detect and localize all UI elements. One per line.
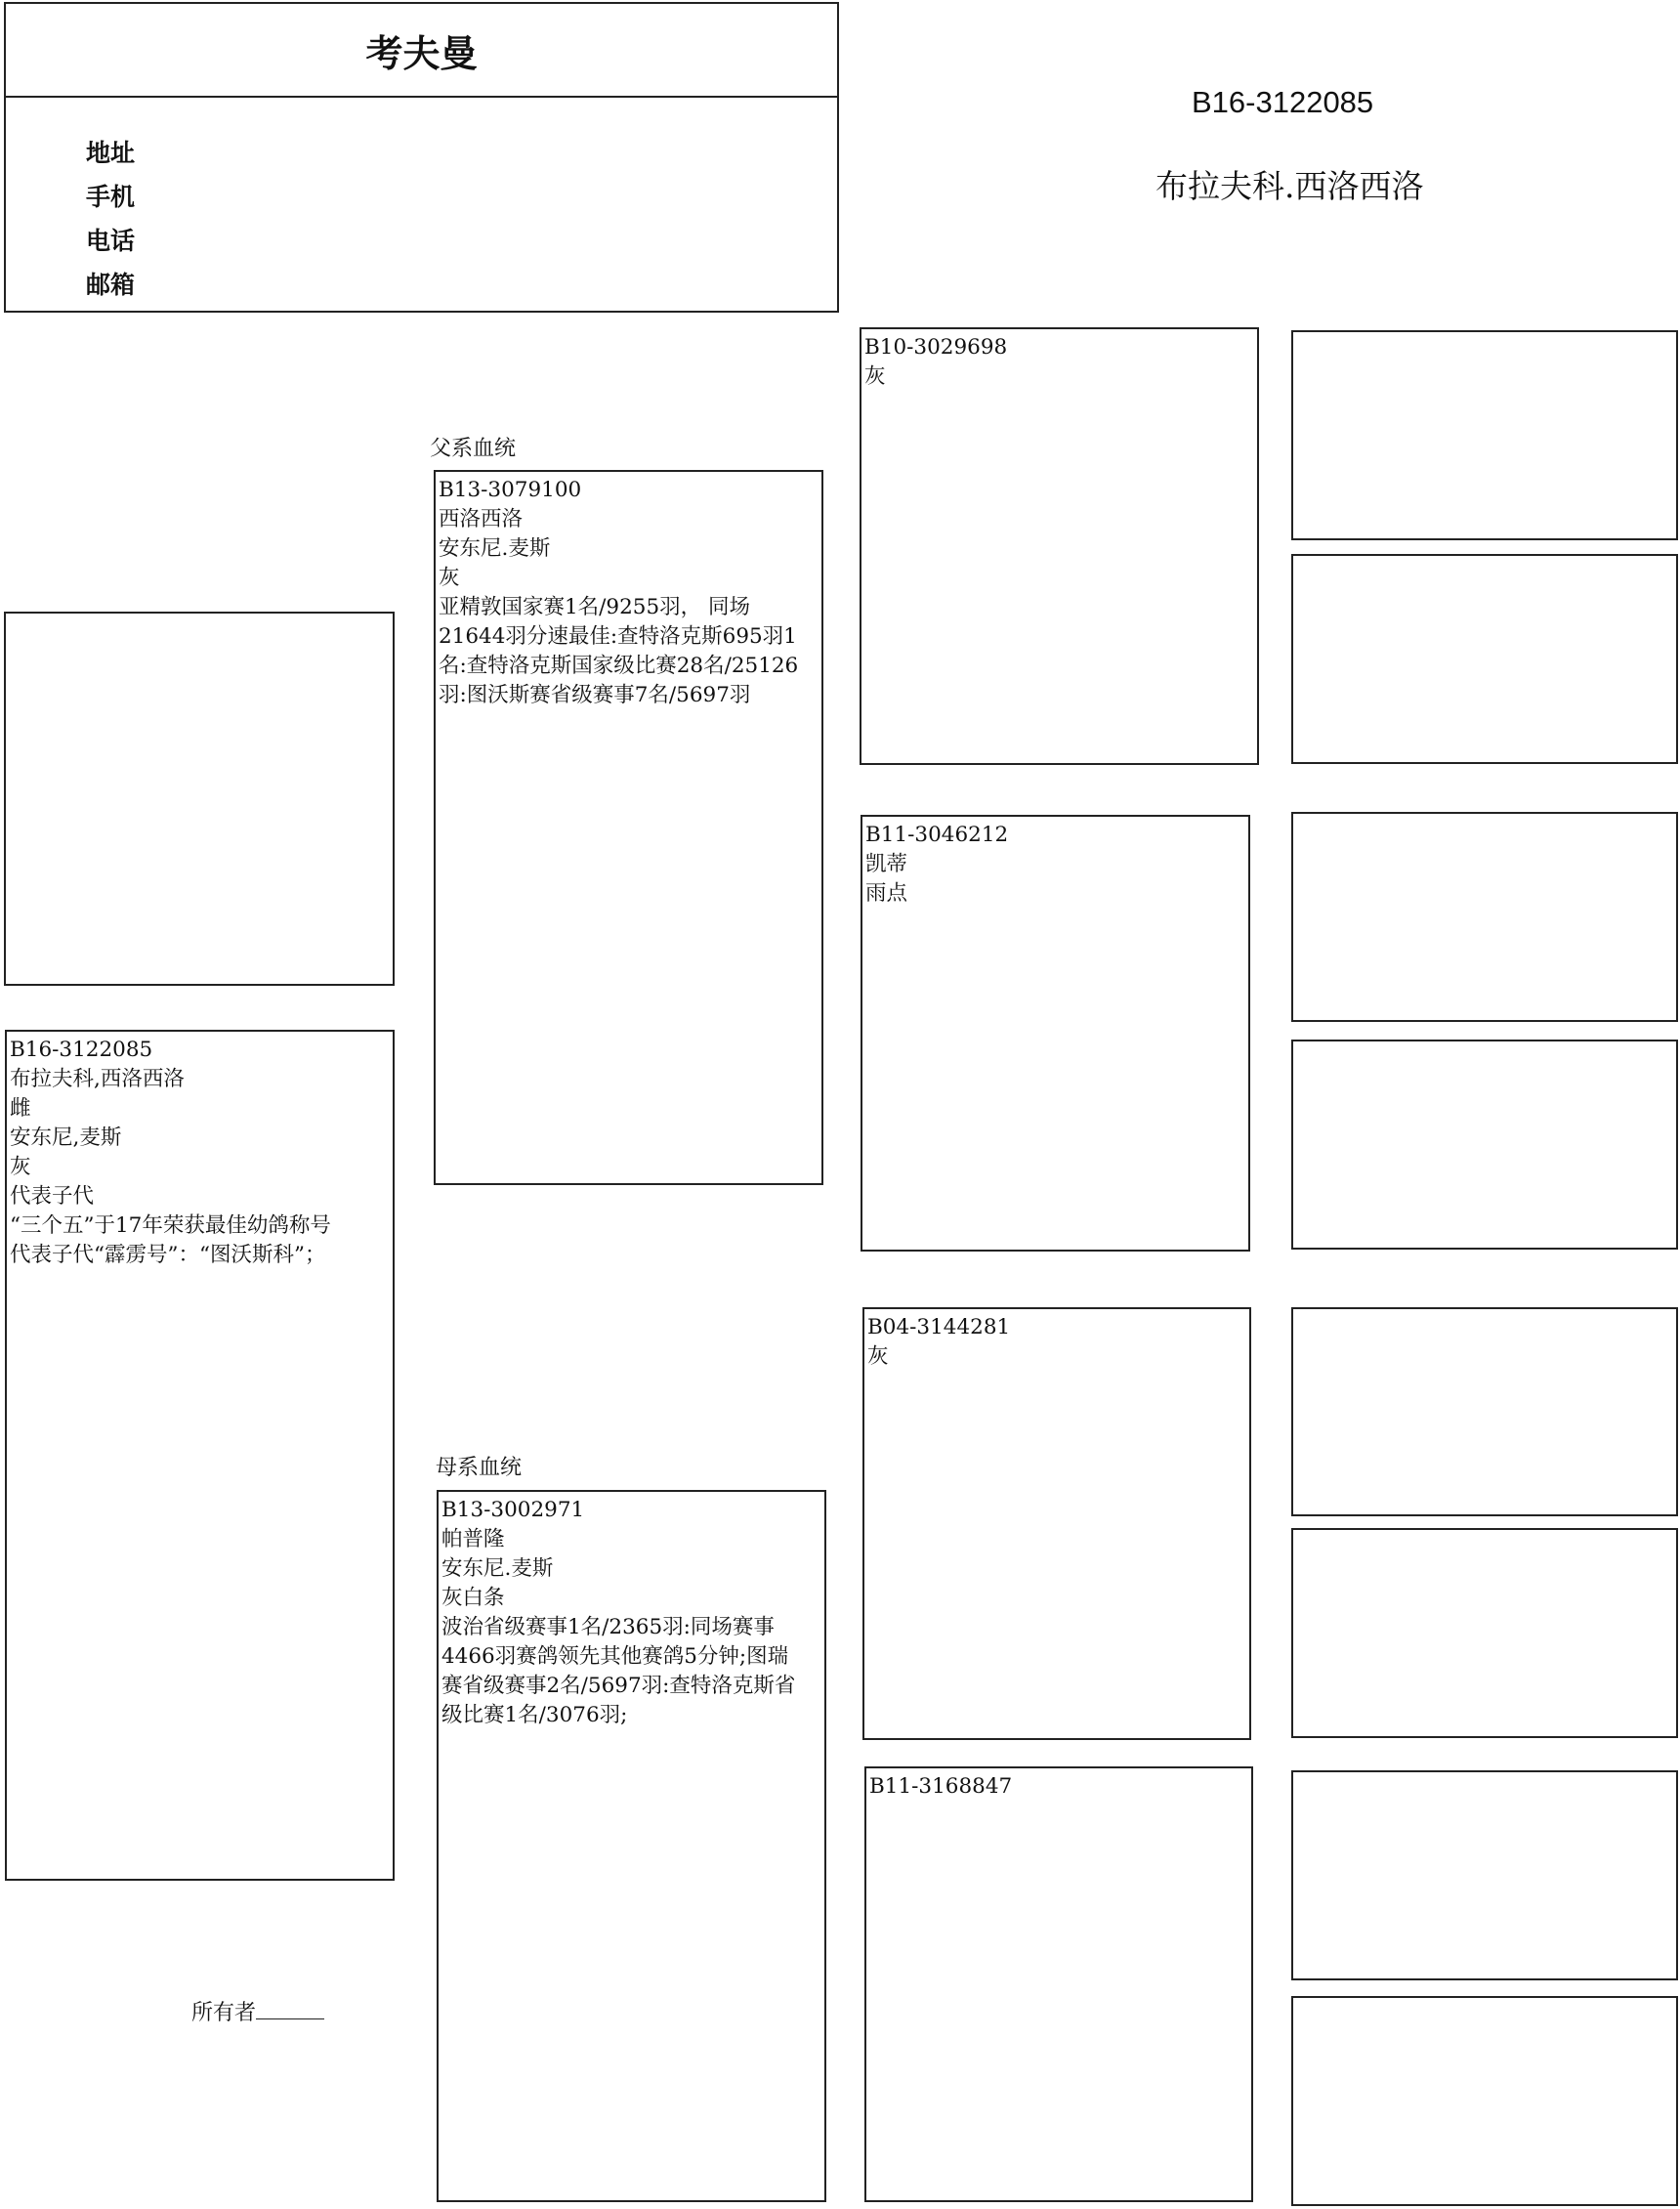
dam-label: 母系血统 — [436, 1456, 523, 1480]
sire-card-line: 西洛西洛 — [439, 507, 524, 531]
owner-signature-line — [256, 2001, 324, 2019]
dam-card-line: 波治省级赛事1名/2365羽:同场赛事4466羽赛鸽领先其他赛鸽5分钟;图瑞赛省级赛事2名/5697羽:查特洛克斯省级比赛1名/3076羽; — [441, 1615, 796, 1727]
sire-card-line: 灰 — [439, 566, 460, 590]
grandparent-line: B04-3144281 — [867, 1315, 1011, 1339]
subject-card-line: B16-3122085 — [10, 1038, 153, 1062]
grandsire-paternal-card — [860, 327, 1259, 765]
grandparent-line: B10-3029698 — [864, 335, 1008, 360]
sire-card-line: B13-3079100 — [439, 478, 582, 502]
grandparent-line: B11-3046212 — [865, 823, 1009, 847]
great-grandparent-box — [1291, 812, 1678, 1022]
breeder-name: 考夫曼 — [365, 31, 478, 75]
sire-label: 父系血统 — [430, 437, 517, 461]
subject-card-line: 雌 — [10, 1096, 31, 1121]
contact-list — [86, 131, 135, 307]
breeder-title-row — [6, 4, 837, 98]
great-grandparent-box — [1291, 1040, 1678, 1250]
great-grandparent-box — [1291, 330, 1678, 540]
grandsire-maternal-card — [862, 1307, 1251, 1740]
subject-card-text — [7, 1032, 393, 1274]
subject-band-number: B16-3122085 — [1192, 85, 1374, 119]
email-label: 邮箱 — [86, 271, 136, 299]
grandparent-card-text — [862, 817, 1248, 913]
photo-placeholder — [4, 612, 395, 986]
great-grandparent-box — [1291, 554, 1678, 764]
great-grandparent-box — [1291, 1770, 1678, 1980]
grandparent-card-text — [864, 1309, 1249, 1376]
subject-card-line: 代表子代“霹雳号”：“图沃斯科”； — [10, 1243, 326, 1267]
dam-card-line: 安东尼.麦斯 — [441, 1556, 554, 1581]
dam-card-text — [439, 1492, 824, 1734]
subject-card-line: “三个五”于17年荣获最佳幼鸽称号 — [10, 1213, 331, 1238]
sire-card — [434, 470, 823, 1185]
mobile-label: 手机 — [86, 183, 136, 211]
dam-card — [437, 1490, 826, 2202]
dam-card-line: 帕普隆 — [441, 1527, 505, 1551]
owner-field — [191, 1996, 324, 2026]
great-grandparent-box — [1291, 1528, 1678, 1738]
grandparent-line: B11-3168847 — [869, 1774, 1013, 1799]
grandparent-line: 灰 — [867, 1344, 889, 1369]
grandparent-line: 凯蒂 — [865, 852, 908, 876]
grandparent-line: 灰 — [864, 364, 886, 389]
dam-card-line: B13-3002971 — [441, 1498, 585, 1522]
owner-label: 所有者 — [191, 2001, 257, 2025]
sire-card-line: 安东尼.麦斯 — [439, 536, 551, 561]
grandparent-card-text — [866, 1768, 1251, 1805]
subject-card-line: 安东尼,麦斯 — [10, 1126, 122, 1150]
grandparent-line: 雨点 — [865, 881, 908, 906]
granddam-maternal-card — [864, 1766, 1253, 2202]
great-grandparent-box — [1291, 1996, 1678, 2206]
grandparent-card-text — [861, 329, 1257, 396]
great-grandparent-box — [1291, 1307, 1678, 1516]
dam-card-line: 灰白条 — [441, 1586, 505, 1610]
subject-card — [5, 1030, 395, 1881]
subject-card-line: 灰 — [10, 1155, 31, 1179]
breeder-header — [4, 2, 839, 313]
subject-name: 布拉夫科.西洛西洛 — [1155, 167, 1424, 205]
address-label: 地址 — [86, 139, 136, 167]
phone-label: 电话 — [86, 227, 136, 255]
subject-card-line: 布拉夫科,西洛西洛 — [10, 1067, 185, 1091]
subject-card-line: 代表子代 — [10, 1184, 95, 1209]
sire-card-text — [436, 472, 821, 714]
sire-card-line: 亚精敦国家赛1名/9255羽， 同场21644羽分速最佳:查特洛克斯695羽1名:查特洛克斯国家级比赛28名/25126羽:图沃斯赛省级赛事7名/5697羽 — [439, 595, 799, 707]
granddam-paternal-card — [861, 815, 1250, 1252]
